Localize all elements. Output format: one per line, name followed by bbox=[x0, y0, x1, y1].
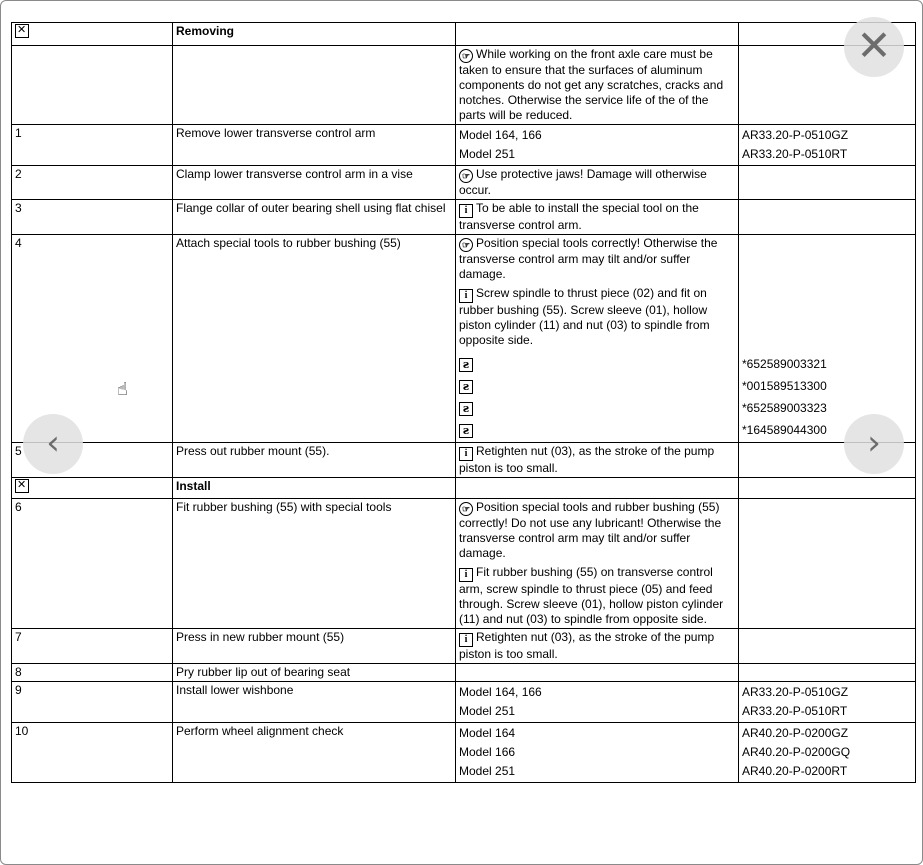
step-text: Pry rubber lip out of bearing seat bbox=[173, 664, 456, 682]
step-number: 5 bbox=[12, 443, 173, 478]
tool-number[interactable]: *652589003321 bbox=[742, 357, 827, 371]
step-text: Press in new rubber mount (55) bbox=[173, 629, 456, 664]
warning-icon: ☞ bbox=[459, 502, 473, 516]
close-icon: ✕ bbox=[856, 21, 892, 70]
table-row bbox=[12, 46, 916, 125]
expand-icon bbox=[15, 24, 29, 38]
note-text: Retighten nut (03), as the stroke of the pump piston is too small. bbox=[459, 630, 715, 661]
model-label: Model 251 bbox=[459, 704, 516, 718]
step-number: 3 bbox=[12, 200, 173, 235]
step-text: Fit rubber bushing (55) with special tools bbox=[173, 499, 456, 629]
step-text: Clamp lower transverse control arm in a vise bbox=[173, 166, 456, 200]
step-number: 10 bbox=[12, 723, 173, 783]
section-title: Install bbox=[173, 478, 456, 499]
warning-icon: ☞ bbox=[459, 169, 473, 183]
reference-link[interactable]: AR33.20-P-0510GZ bbox=[742, 685, 849, 699]
section-row-removing bbox=[12, 23, 916, 46]
reference-link[interactable]: AR40.20-P-0200RT bbox=[742, 764, 848, 778]
step-number: 1 bbox=[12, 125, 173, 166]
table-row bbox=[12, 664, 916, 682]
table-row bbox=[12, 200, 916, 235]
step-text: Install lower wishbone bbox=[173, 682, 456, 723]
procedure-table bbox=[11, 22, 916, 783]
hand-cursor-icon: ☝ bbox=[117, 379, 128, 400]
model-label: Model 164, 166 bbox=[459, 128, 542, 142]
step-text: Press out rubber mount (55). bbox=[173, 443, 456, 478]
previous-button[interactable] bbox=[23, 414, 83, 474]
step-number: 9 bbox=[12, 682, 173, 723]
note-text: Screw spindle to thrust piece (02) and fit on rubber bushing (55). Screw sleeve (01), hollow piston cylinder (11) and nut (03) to spindle from opposite side. bbox=[459, 286, 710, 347]
step-text: Flange collar of outer bearing shell using flat chisel bbox=[173, 200, 456, 235]
info-icon: i bbox=[459, 289, 473, 303]
step-text: Perform wheel alignment check bbox=[173, 723, 456, 783]
note-text: Position special tools correctly! Otherwise the transverse control arm may tilt and/or suffer damage. bbox=[459, 236, 718, 281]
expand-icon bbox=[15, 479, 29, 493]
info-icon: i bbox=[459, 204, 473, 218]
info-icon: i bbox=[459, 568, 473, 582]
reference-link[interactable]: AR40.20-P-0200GQ bbox=[742, 745, 851, 759]
model-label: Model 251 bbox=[459, 764, 516, 778]
section-row-install bbox=[12, 478, 916, 499]
step-number: 7 bbox=[12, 629, 173, 664]
model-label: Model 164 bbox=[459, 726, 516, 740]
model-label: Model 251 bbox=[459, 147, 516, 161]
step-number: 6 bbox=[12, 499, 173, 629]
note-text: Position special tools and rubber bushing (55) correctly! Do not use any lubricant! Otherwise the transverse control arm may tilt and/or suffer damage. bbox=[459, 500, 722, 560]
step-number: 4 bbox=[12, 235, 173, 443]
tool-number[interactable]: *652589003323 bbox=[742, 401, 827, 415]
section-title: Removing bbox=[173, 23, 456, 46]
reference-link[interactable]: AR33.20-P-0510RT bbox=[742, 704, 848, 718]
table-row bbox=[12, 629, 916, 664]
next-button[interactable] bbox=[844, 414, 904, 474]
special-tool-icon[interactable]: ƨ bbox=[459, 358, 473, 372]
special-tool-icon[interactable]: ƨ bbox=[459, 380, 473, 394]
step-number: 2 bbox=[12, 166, 173, 200]
close-button[interactable] bbox=[844, 17, 904, 77]
special-tool-icon[interactable]: ƨ bbox=[459, 424, 473, 438]
info-icon: i bbox=[459, 447, 473, 461]
step-text: Attach special tools to rubber bushing (55) bbox=[173, 235, 456, 443]
tool-number[interactable]: *001589513300 bbox=[742, 379, 827, 393]
reference-link[interactable]: AR33.20-P-0510GZ bbox=[742, 128, 849, 142]
special-tool-icon[interactable]: ƨ bbox=[459, 402, 473, 416]
chevron-left-icon: ‹ bbox=[46, 423, 60, 463]
table-row bbox=[12, 235, 916, 443]
table-row bbox=[12, 682, 916, 723]
note-text: While working on the front axle care must be taken to ensure that the surfaces of aluminum components do not get any scratches, cracks and notches. Otherwise the service life of the of the parts will be reduced. bbox=[459, 47, 724, 122]
note-text: Fit rubber bushing (55) on transverse control arm, screw spindle to thrust piece (05) and feed through. Screw sleeve (01), hollow piston cylinder (11) and nut (03) to spindle from opposite side. bbox=[459, 565, 724, 626]
table-row bbox=[12, 443, 916, 478]
note-text: Use protective jaws! Damage will otherwise occur. bbox=[459, 167, 707, 197]
step-number: 8 bbox=[12, 664, 173, 682]
warning-icon: ☞ bbox=[459, 49, 473, 63]
table-row bbox=[12, 125, 916, 166]
warning-icon: ☞ bbox=[459, 238, 473, 252]
tool-number[interactable]: *164589044300 bbox=[742, 423, 827, 437]
table-row bbox=[12, 499, 916, 629]
info-icon: i bbox=[459, 633, 473, 647]
chevron-right-icon: › bbox=[867, 423, 881, 463]
note-text: To be able to install the special tool on the transverse control arm. bbox=[459, 201, 699, 232]
step-text: Remove lower transverse control arm bbox=[173, 125, 456, 166]
reference-link[interactable]: AR33.20-P-0510RT bbox=[742, 147, 848, 161]
table-row bbox=[12, 166, 916, 200]
reference-link[interactable]: AR40.20-P-0200GZ bbox=[742, 726, 849, 740]
model-label: Model 164, 166 bbox=[459, 685, 542, 699]
table-row bbox=[12, 723, 916, 783]
model-label: Model 166 bbox=[459, 745, 516, 759]
note-text: Retighten nut (03), as the stroke of the pump piston is too small. bbox=[459, 444, 715, 475]
